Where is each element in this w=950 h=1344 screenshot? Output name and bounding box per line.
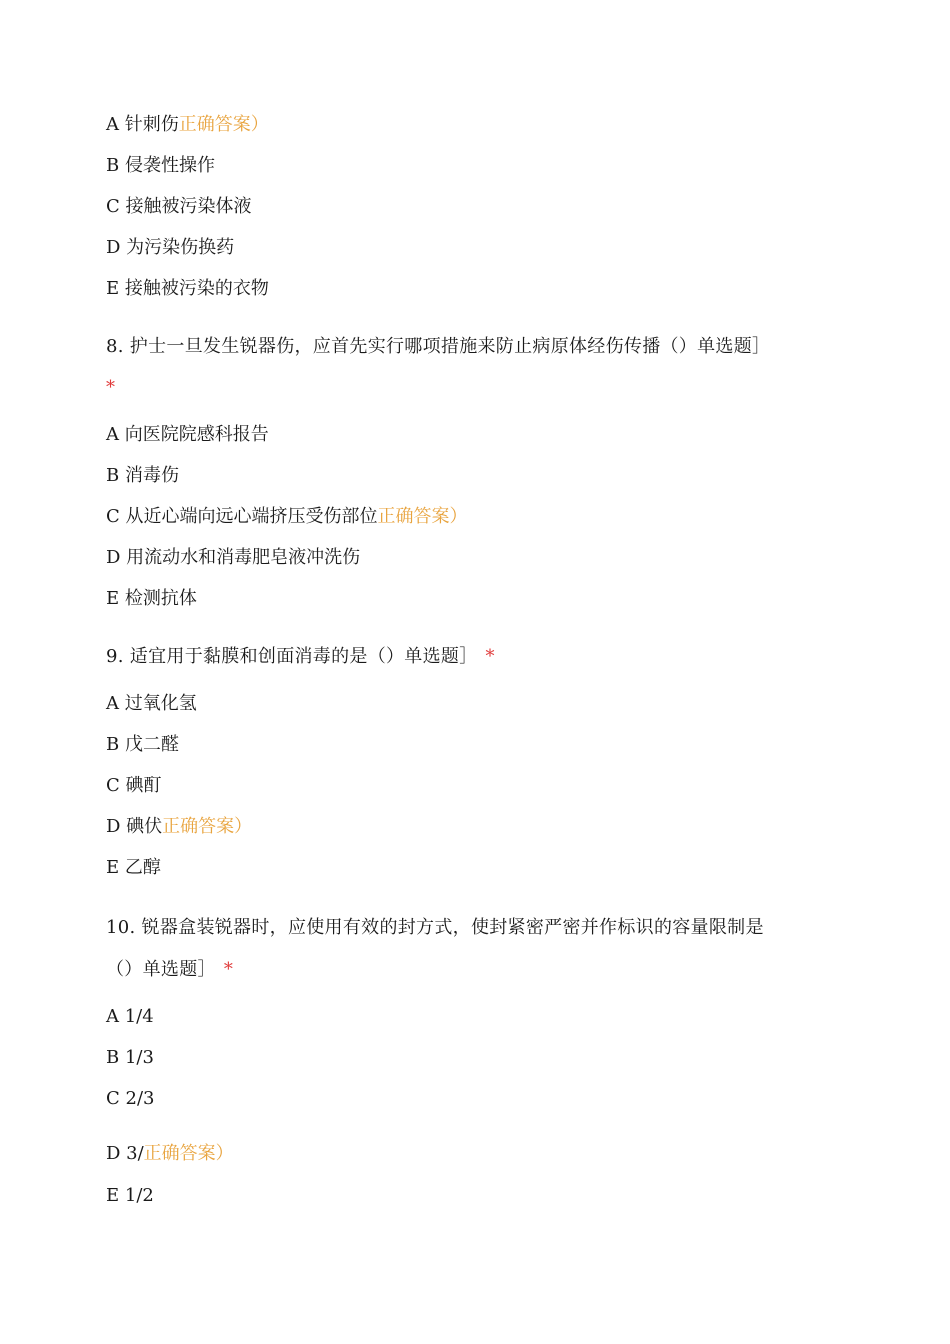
q8-option-e xyxy=(106,587,197,611)
option-text: A 过氧化氢 xyxy=(106,693,197,714)
q8-required-row xyxy=(106,376,115,400)
option-text: C 接触被污染体液 xyxy=(106,196,252,217)
option-text: B 侵袭性操作 xyxy=(106,155,215,176)
question-text: 9. 适宜用于黏膜和创面消毒的是（）单选题］ xyxy=(106,646,478,667)
option-text: B 戊二醛 xyxy=(106,734,179,755)
q9-option-a xyxy=(106,692,197,716)
option-text: D 3/ xyxy=(106,1143,144,1164)
q7-option-c xyxy=(106,195,252,219)
q10-option-e xyxy=(106,1184,154,1208)
q9-option-e xyxy=(106,856,161,880)
q7-option-a xyxy=(106,113,269,137)
required-asterisk: * xyxy=(223,959,234,980)
option-text: E 接触被污染的衣物 xyxy=(106,278,269,299)
option-text: D 为污染伤换药 xyxy=(106,237,235,258)
q8-option-a xyxy=(106,423,269,447)
q9-option-b xyxy=(106,733,179,757)
q7-option-d xyxy=(106,236,234,260)
q10-option-d xyxy=(106,1142,234,1166)
q10-option-a xyxy=(106,1005,154,1029)
q7-option-b xyxy=(106,154,215,178)
q10-question-line2 xyxy=(106,958,233,982)
option-text: A 针刺伤 xyxy=(106,114,179,135)
q10-question-line1 xyxy=(106,916,764,940)
q7-option-e xyxy=(106,277,269,301)
q8-option-b xyxy=(106,464,179,488)
option-text: A 向医院院感科报告 xyxy=(106,424,269,445)
q10-option-b xyxy=(106,1046,154,1070)
option-text: C 碘酊 xyxy=(106,775,162,796)
option-text: D 碘伏 xyxy=(106,816,163,837)
q10-option-c xyxy=(106,1087,154,1111)
correct-answer-label: 正确答案） xyxy=(162,816,253,837)
option-text: C 2/3 xyxy=(106,1088,155,1109)
question-text: （）单选题］ xyxy=(106,959,216,980)
option-text: C 从近心端向远心端挤压受伤部位 xyxy=(106,506,378,527)
option-text: E 1/2 xyxy=(106,1185,154,1206)
q9-option-d xyxy=(106,815,252,839)
required-asterisk: * xyxy=(106,377,115,398)
correct-answer-label: 正确答案） xyxy=(178,114,269,135)
question-text: 10. 锐器盒装锐器时，应使用有效的封方式，使封紧密严密并作标识的容量限制是 xyxy=(106,917,764,938)
q9-question xyxy=(106,645,495,669)
option-text: B 1/3 xyxy=(106,1047,154,1068)
correct-answer-label: 正确答案） xyxy=(143,1143,234,1164)
question-text: 8. 护士一旦发生锐器伤，应首先实行哪项措施来防止病原体经伤传播（）单选题］ xyxy=(106,336,771,357)
option-text: D 用流动水和消毒肥皂液冲洗伤 xyxy=(106,547,361,568)
option-text: E 检测抗体 xyxy=(106,588,197,609)
required-asterisk: * xyxy=(485,646,495,667)
option-text: A 1/4 xyxy=(106,1006,154,1027)
option-text: B 消毒伤 xyxy=(106,465,179,486)
q8-option-c xyxy=(106,505,468,529)
q8-question xyxy=(106,335,770,359)
q8-option-d xyxy=(106,546,360,570)
q9-option-c xyxy=(106,774,162,798)
correct-answer-label: 正确答案） xyxy=(377,506,468,527)
option-text: E 乙醇 xyxy=(106,857,161,878)
